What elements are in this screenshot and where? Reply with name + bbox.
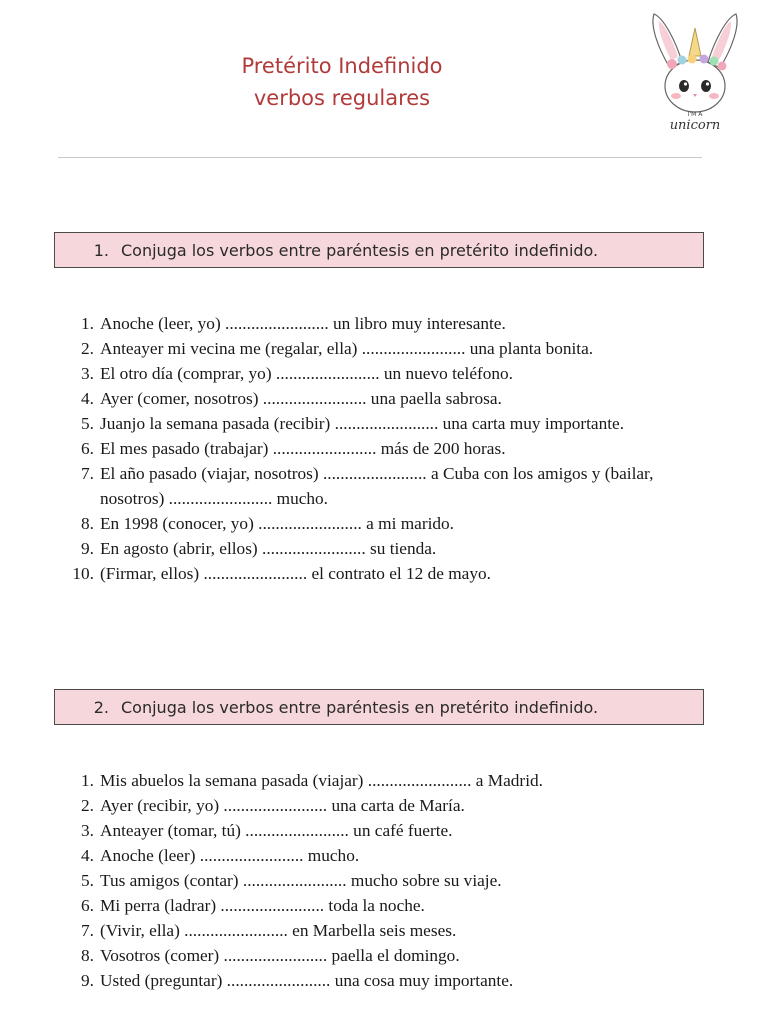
item-number: 8. xyxy=(81,514,94,533)
item-sentence: Mis abuelos la semana pasada (viajar) ........................ a Madrid. xyxy=(100,771,543,790)
item-number: 7. xyxy=(81,464,94,483)
section-2-instruction-box xyxy=(54,689,704,725)
section-2-exercise-list xyxy=(0,768,768,993)
item-number: 6. xyxy=(81,896,94,915)
item-number: 6. xyxy=(81,439,94,458)
title-line-2: verbos regulares xyxy=(253,86,431,110)
item-sentence: Anteayer mi vecina me (regalar, ella) ........................ una planta bonita. xyxy=(100,339,594,358)
item-sentence: En 1998 (conocer, yo) ........................ a mi marido. xyxy=(100,514,454,533)
item-sentence: Vosotros (comer) ........................ paella el domingo. xyxy=(100,946,460,965)
title-divider xyxy=(58,157,702,158)
item-sentence: Tus amigos (contar) ........................ mucho sobre su viaje. xyxy=(100,871,502,890)
item-sentence: Anteayer (tomar, tú) ........................ un café fuerte. xyxy=(100,821,453,840)
exercise-item xyxy=(0,768,768,793)
item-sentence: El otro día (comprar, yo) ........................ un nuevo teléfono. xyxy=(100,364,514,383)
item-sentence: Usted (preguntar) ........................ una cosa muy importante. xyxy=(100,971,514,990)
item-number: 9. xyxy=(81,971,94,990)
item-number: 3. xyxy=(81,821,94,840)
item-sentence: (Firmar, ellos) ........................ el contrato el 12 de mayo. xyxy=(100,564,491,583)
exercise-item xyxy=(0,868,768,893)
worksheet-title xyxy=(0,50,684,114)
item-number: 7. xyxy=(81,921,94,940)
item-number: 4. xyxy=(81,846,94,865)
item-number: 8. xyxy=(81,946,94,965)
item-sentence: Mi perra (ladrar) ........................ toda la noche. xyxy=(100,896,425,915)
exercise-item xyxy=(0,411,768,436)
exercise-item xyxy=(0,461,768,511)
item-number: 9. xyxy=(81,539,94,558)
item-number: 2. xyxy=(81,796,94,815)
section-1-number: 1. xyxy=(93,240,109,260)
item-sentence: Ayer (recibir, yo) ........................ una carta de María. xyxy=(100,796,465,815)
exercise-item xyxy=(0,793,768,818)
item-number: 5. xyxy=(81,871,94,890)
item-number: 5. xyxy=(81,414,94,433)
exercise-item xyxy=(0,943,768,968)
item-sentence: Anoche (leer, yo) ........................ un libro muy interesante. xyxy=(100,314,506,333)
exercise-item xyxy=(0,843,768,868)
item-sentence: (Vivir, ella) ........................ en Marbella seis meses. xyxy=(100,921,457,940)
logo-text: unicorn xyxy=(669,118,721,133)
item-number: 4. xyxy=(81,389,94,408)
item-sentence: El año pasado (viajar, nosotros) ........................ a Cuba con los amigos y (bailar, nosotros) ........................ mucho. xyxy=(100,464,654,508)
exercise-item xyxy=(0,511,768,536)
item-sentence: Anoche (leer) ........................ mucho. xyxy=(100,846,360,865)
exercise-item xyxy=(0,361,768,386)
item-sentence: El mes pasado (trabajar) ........................ más de 200 horas. xyxy=(100,439,506,458)
section-1-instruction-box xyxy=(54,232,704,268)
exercise-item xyxy=(0,336,768,361)
exercise-item xyxy=(0,536,768,561)
section-2-number: 2. xyxy=(93,697,109,717)
exercise-item xyxy=(0,918,768,943)
item-sentence: Ayer (comer, nosotros) ........................ una paella sabrosa. xyxy=(100,389,502,408)
exercise-item xyxy=(0,968,768,993)
item-number: 10. xyxy=(72,564,94,583)
unicorn-bunny-logo xyxy=(640,8,750,138)
exercise-item xyxy=(0,436,768,461)
item-sentence: Juanjo la semana pasada (recibir) ........................ una carta muy importante. xyxy=(100,414,625,433)
section-1-exercise-list xyxy=(0,311,768,586)
item-number: 3. xyxy=(81,364,94,383)
logo-small-text: I'M A xyxy=(687,111,703,118)
section-1-instruction: Conjuga los verbos entre paréntesis en pretérito indefinido. xyxy=(121,240,599,260)
exercise-item xyxy=(0,386,768,411)
exercise-item xyxy=(0,893,768,918)
exercise-item xyxy=(0,561,768,586)
exercise-item xyxy=(0,311,768,336)
item-number: 1. xyxy=(81,314,94,333)
item-number: 2. xyxy=(81,339,94,358)
section-2-instruction: Conjuga los verbos entre paréntesis en pretérito indefinido. xyxy=(121,697,599,717)
title-line-1: Pretérito Indefinido xyxy=(241,54,443,78)
exercise-item xyxy=(0,818,768,843)
item-sentence: En agosto (abrir, ellos) ........................ su tienda. xyxy=(100,539,437,558)
item-number: 1. xyxy=(81,771,94,790)
